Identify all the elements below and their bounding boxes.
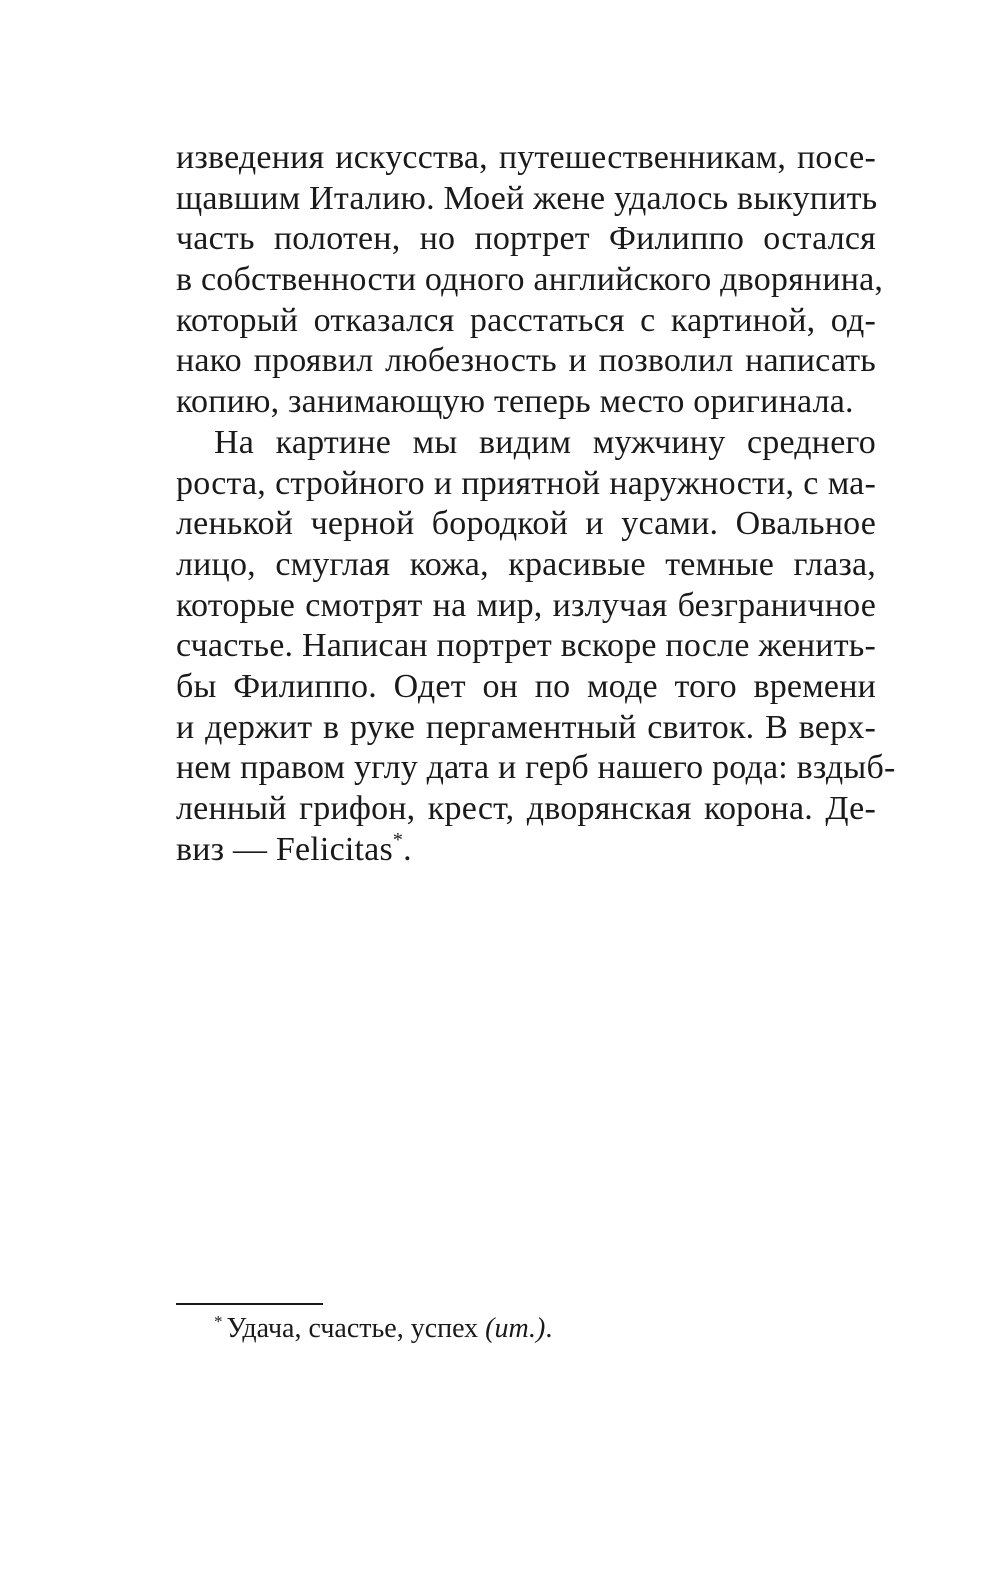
- footnote-reference[interactable]: *: [392, 828, 404, 851]
- text-line: изведения искусства, путешественникам, посе-: [176, 139, 876, 176]
- text-line: бы Филиппо. Одет он по моде того времени: [176, 667, 876, 705]
- text-line: ленный грифон, крест, дворянская корона. Де-: [176, 790, 876, 827]
- footnote-divider: [176, 1303, 323, 1305]
- text-line: роста, стройного и приятной наружности, с ма-: [176, 464, 876, 502]
- main-text: [176, 138, 896, 870]
- footnote: [214, 1312, 552, 1346]
- text-line: нем правом углу дата и герб нашего рода: вздыб-: [176, 749, 896, 787]
- text-line-final: [176, 830, 876, 871]
- text-line: которые смотрят на мир, излучая безграничное: [176, 586, 876, 624]
- text-line: счастье. Написан портрет вскоре после женить-: [176, 627, 876, 665]
- paragraph-1: [176, 138, 884, 423]
- footnote-text: Удача, счастье, успех: [226, 1313, 486, 1344]
- text-line: На картине мы видим мужчину среднего: [214, 423, 876, 461]
- text-line: ленькой черной бородкой и усами. Овальное: [176, 505, 876, 543]
- text-line: нако проявил любезность и позволил написать: [176, 342, 876, 380]
- text-line: который отказался расстаться с картиной, од-: [176, 301, 876, 339]
- text-line-content: виз — Felicitas: [176, 830, 393, 868]
- text-line: часть полотен, но портрет Филиппо остался: [176, 220, 876, 258]
- footnote-language: (ит.): [485, 1313, 546, 1344]
- end-punctuation: .: [403, 830, 412, 868]
- text-line: и держит в руке пергаментный свиток. В верх-: [176, 708, 876, 746]
- paragraph-2: [176, 423, 896, 871]
- footnote-end: .: [545, 1313, 553, 1344]
- text-line: щавшим Италию. Моей жене удалось выкупить: [176, 179, 878, 217]
- footnote-mark: *: [214, 1312, 223, 1331]
- text-line: лицо, смуглая кожа, красивые темные глаза,: [176, 545, 876, 583]
- text-line: копию, занимающую теперь место оригинала.: [176, 383, 854, 421]
- text-line: в собственности одного английского дворянина,: [176, 261, 884, 299]
